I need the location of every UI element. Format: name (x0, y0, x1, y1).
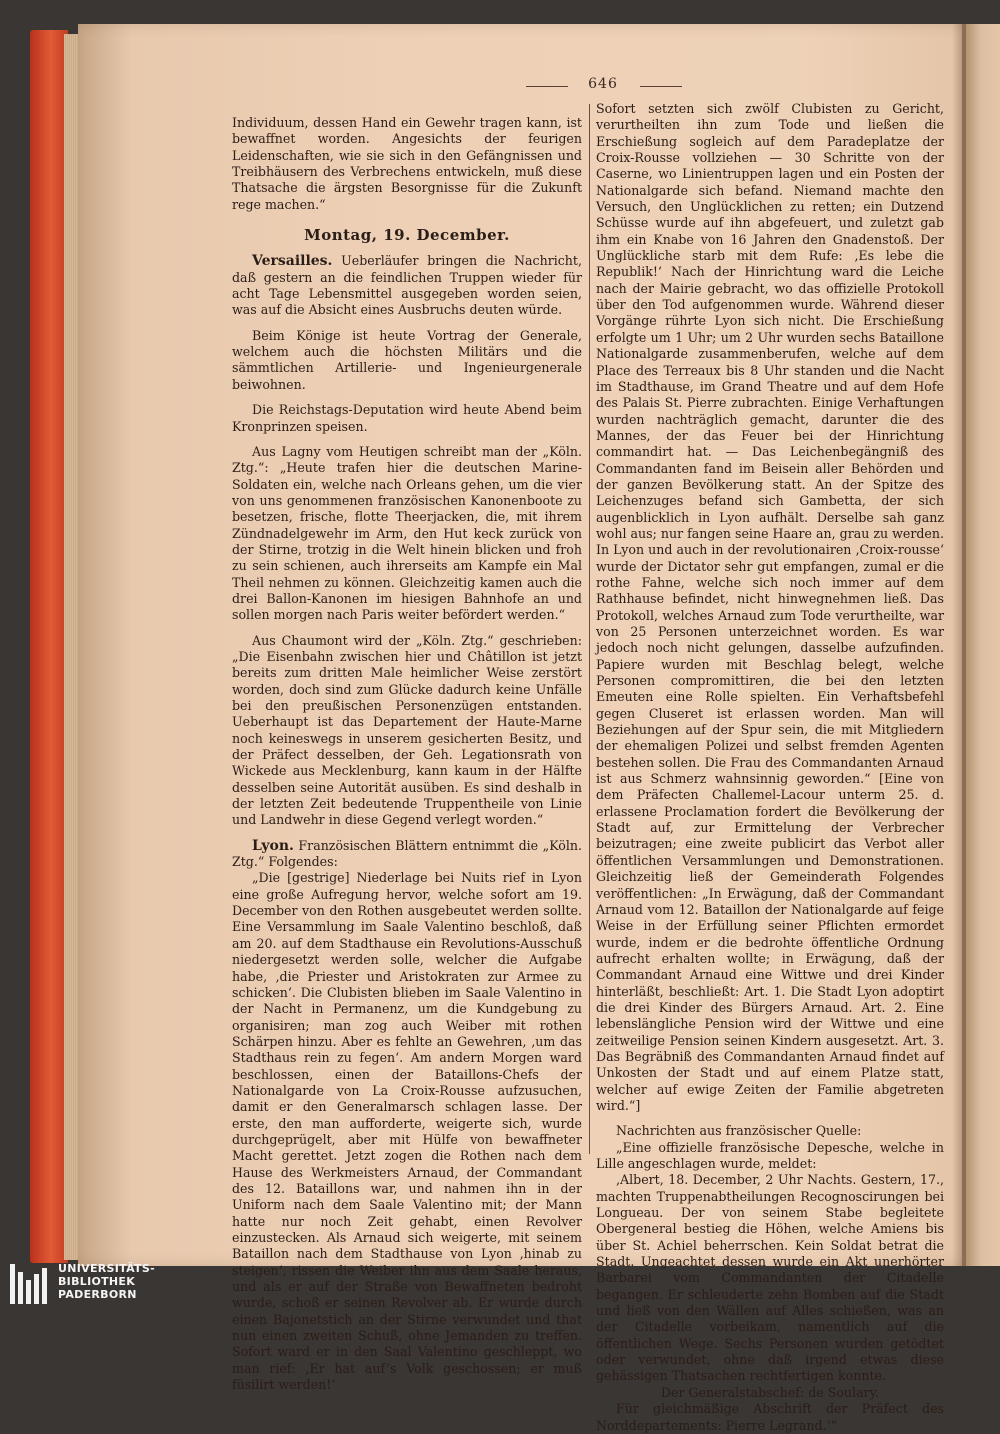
paragraph: Aus Lagny vom Heutigen schreibt man der „Köln. Ztg.“: „Heute trafen hier die deutschen Marine-Soldaten ein, welche nach Orleans gehen, um die vier von uns genommenen französischen Kanonenboote zu besetzen, frische, flotte Theerjacken, die, mit ihrem Zündnadelgewehr im Arm, den Hut keck zurück von der Stirne, trotzig in die Welt hinein blicken und froh zu sein schienen, auch ihrerseits am Kampfe ein Mal Theil nehmen zu können. Gleichzeitig kamen auch die drei Ballon-Kanonen im hiesigen Bahnhofe an und sollen morgen nach Paris weiter befördert werden.“ (232, 443, 582, 623)
signature-line: Der Generalstabschef: de Soulary. (660, 1384, 880, 1400)
paragraph: Für gleichmäßige Abschrift der Präfect des Norddepartements: Pierre Legrand.‘“ (596, 1401, 944, 1433)
library-logo-mark-icon (10, 1264, 50, 1304)
paragraph: Beim Könige ist heute Vortrag der Generale, welchem auch die höchsten Militärs und die sämmtlichen Artillerie- und Ingenieurgenerale beiwohnen. (232, 327, 582, 392)
gutter-shadow (952, 24, 966, 1266)
page-number-rule-right (640, 86, 682, 87)
logo-line-3: PADERBORN (58, 1288, 137, 1301)
page-number: 646 (588, 76, 618, 92)
column-rule (589, 104, 590, 1154)
paragraph: Individuum, dessen Hand ein Gewehr tragen kann, ist bewaffnet worden. Angesichts der feurigen Leidenschaften, wie sie sich in den Gefängnissen und Treibhäusern des Verbrechens entwickeln, muß diese Thatsache die ärgsten Besorgnisse für die Zukunft rege machen.“ (232, 115, 582, 212)
paragraph (232, 838, 582, 871)
text-column-right (596, 101, 944, 1434)
paragraph: „Die [gestrige] Niederlage bei Nuits rief in Lyon eine große Aufregung hervor, welche sofort am 19. December von den Rothen ausgebeutet werden sollte. Eine Versammlung im Saale Valentino beschloß, daß am 20. auf dem Stadthause ein Revolutions-Ausschuß niedergesetzt werden solle, welcher die Aufgabe habe, ‚die Priester und Aristokraten zur Armee zu schicken‘. Die Clubisten blieben im Saale Valentino in der Nacht in Permanenz, um die Kundgebung zu organisiren; man zog auch Weiber mit rothen Schärpen hinzu. Aber es fehlte an Gewehren, ‚um das Stadthaus rein zu fegen‘. Am andern Morgen ward beschlossen, einen der Bataillons-Chefs der Nationalgarde von La Croix-Rousse aufzusuchen, damit er den Generalmarsch schlagen lasse. Der erste, den man aufforderte, weigerte sich, wurde durchgeprügelt, aber mit Hülfe von bewaffneter Macht gerettet. Jetzt zogen die Rothen nach dem Hause des Werkmeisters Arnaud, der Commandant des 12. Bataillons war, und nahmen ihn in der Uniform nach dem Saale Valentino mit; der Mann hatte nur noch Zeit gehabt, einen Revolver einzustecken. Als Arnaud sich weigerte, mit seinem Bataillon nach dem Stadthause von Lyon ‚hinab zu steigen‘, rissen die Weiber ihn aus dem Saale heraus, und als er auf der Straße von Bewaffneten bedroht wurde, schoß er seinen Revolver ab. Er wurde durch einen Bajonetstich an der Stirne verwundet und that nun einen zweiten Schuß, ohne Jemanden zu treffen. Sofort ward er in den Saal Valentino geschleppt, wo man rief: ‚Er hat auf’s Volk geschossen; er muß füsilirt werden!‘ (232, 870, 582, 1393)
paragraph: Die Reichstags-Deputation wird heute Abend beim Kronprinzen speisen. (232, 402, 582, 434)
paragraph-spacer (596, 1114, 944, 1123)
paragraph: Nachrichten aus französischer Quelle: (616, 1123, 862, 1139)
paragraph-spacer (232, 624, 582, 633)
book-cover-edge (30, 30, 68, 1263)
paragraph: Aus Chaumont wird der „Köln. Ztg.“ geschrieben: „Die Eisenbahn zwischen hier und Châtillon ist jetzt bereits zum dritten Male heimlicher Weise zerstört worden, doch sind zum Glücke dadurch keine Unfälle bei den preußischen Personenzügen entstanden. Ueberhaupt ist das Departement der Haute-Marne noch keineswegs in unserem gesicherten Besitz, und der Präfect desselben, der Geh. Legationsrath von Wickede aus Mecklenburg, kann kaum in der Hälfte desselben seine Autorität ausüben. Es sind deshalb in der letzten Zeit bedeutende Truppentheile von Linie und Landwehr in diese Gegend verlegt worden.“ (232, 632, 582, 828)
paragraph-spacer (232, 393, 582, 402)
place-name: Lyon. (252, 837, 294, 854)
paragraph-text: Französischen Blättern entnimmt die „Köln. Ztg.“ Folgendes: (232, 837, 582, 870)
text-column-left (232, 115, 582, 1393)
paragraph-text: Ueberläufer bringen die Nachricht, daß gestern an die feindlichen Truppen wieder für acht Tage Lebensmittel ausgegeben worden seien, was auf die Absicht eines Ausbruchs deuten würde. (232, 253, 582, 318)
paragraph-spacer (232, 435, 582, 444)
facing-page-edge (962, 24, 1000, 1266)
logo-line-1: UNIVERSITÄTS- (58, 1262, 155, 1275)
paragraph: Sofort setzten sich zwölf Clubisten zu Gericht, verurtheilten ihn zum Tode und ließen die Erschießung sogleich auf dem Paradeplatze der Croix-Rousse vollziehen — 30 Schritte von der Caserne, wo Linientruppen lagen und ein Posten der Nationalgarde sich befand. Niemand machte den Versuch, den Unglücklichen zu retten; ein Dutzend Schüsse wurde auf ihn abgefeuert, und zuletzt gab ihm ein Knabe von 16 Jahren den Gnadenstoß. Der Unglückliche starb mit dem Rufe: ‚Es lebe die Republik!‘ Nach der Hinrichtung ward die Leiche nach der Mairie gebracht, wo das offizielle Protokoll über den Tod aufgenommen wurde. Während dieser Vorgänge rührte Lyon sich nicht. Die Erschießung erfolgte um 1 Uhr; um 2 Uhr wurden sechs Bataillone Nationalgarde zusammenberufen, welche auf dem Place des Terreaux bis 8 Uhr standen und die Nacht im Stadthause, im Grand Theatre und auf dem Hofe des Palais St. Pierre zubrachten. Einige Verhaftungen wurden nachträglich gemacht, darunter die des Mannes, der das Feuer bei der Hinrichtung commandirt hat. — Das Leichenbegängniß des Commandanten fand im Beisein aller Behörden und der ganzen Bevölkerung statt. An der Spitze des Leichenzuges befand sich Gambetta, der sich augenblicklich in Lyon aufhält. Derselbe sah ganz wohl aus; nur fangen seine Haare an, grau zu werden. In Lyon und auch in der revolutionairen ‚Croix-rousse‘ wurde der Dictator sehr gut empfangen, zumal er die rothe Fahne, welche sich noch immer auf dem Rathhause befindet, nicht hinwegnehmen ließ. Das Protokoll, welches Arnaud zum Tode verurtheilte, war von 25 Personen unterzeichnet worden. Es war jedoch noch nicht gelungen, dasselbe aufzufinden. Papiere wurden mit Beschlag belegt, welche Personen compromittiren, die bei den letzten Emeuten eine Rolle spielten. Ein Verhaftsbefehl gegen Cluseret ist erlassen worden. Man will Beziehungen auf der Spur sein, die mit Mitgliedern der ehemaligen Polizei und selbst fremden Agenten bestehen sollen. Die Frau des Commandanten Arnaud ist aus Schmerz wahnsinnig geworden.“ [Eine von dem Präfecten Challemel-Lacour unterm 25. d. erlassene Proclamation fordert die Bevölkerung der Stadt auf, zur Ermittelung der Verbrecher beizutragen; eine zweite publicirt das Verbot aller öffentlichen Versammlungen und Demonstrationen. Gleichzeitig ließ der Gemeinderath Folgendes veröffentlichen: „In Erwägung, daß der Commandant Arnaud vom 12. Bataillon der Nationalgarde auf feige Weise in der Erfüllung seiner Pflichten ermordet wurde, indem er die bedrohte öffentliche Ordnung aufrecht erhalten wollte; in Erwägung, daß der Commandant Arnaud eine Wittwe und drei Kinder hinterläßt, beschließt: Art. 1. Die Stadt Lyon adoptirt die drei Kinder des Bürgers Arnaud. Art. 2. Eine lebenslängliche Pension wird der Wittwe und eine zeitweilige Pension seinen Kindern ausgesetzt. Art. 3. Das Begräbniß des Commandanten Arnaud findet auf Unkosten der Stadt und auf einem Platze statt, welcher auf ewige Zeiten der Familie abgetreten wird.“] (596, 101, 944, 1113)
logo-line-2: BIBLIOTHEK (58, 1275, 136, 1288)
paragraph: ‚Albert, 18. December, 2 Uhr Nachts. Gestern, 17., machten Truppenabtheilungen Recognoscirungen bei Longueau. Der von seinem Stabe begleitete Obergeneral bestieg die Höhen, welche Amiens bis über St. Achiel beherrschen. Kein Soldat betrat die Stadt. Ungeachtet dessen wurde ein Akt unerhörter Barbarei vom Commandanten der Citadelle begangen. Er schleuderte zehn Bomben auf die Stadt und ließ von den Wällen auf Alles schießen, was an der Citadelle vorbeikam, namentlich auf die öffentlichen Wege. Sechs Personen wurden getödtet oder verwundet, ohne daß irgend etwas diese gehässigen Thatsachen rechtfertigen konnte. (596, 1172, 944, 1384)
paragraph-spacer (232, 319, 582, 328)
paragraph (232, 253, 582, 318)
library-logo (6, 1260, 155, 1306)
page-number-rule-left (526, 86, 568, 87)
paragraph: „Eine offizielle französische Depesche, welche in Lille angeschlagen wurde, meldet: (596, 1139, 944, 1171)
section-heading: Montag, 19. December. (304, 226, 510, 245)
paragraph-spacer (232, 829, 582, 838)
place-name: Versailles. (252, 253, 333, 270)
library-logo-text (58, 1262, 155, 1301)
